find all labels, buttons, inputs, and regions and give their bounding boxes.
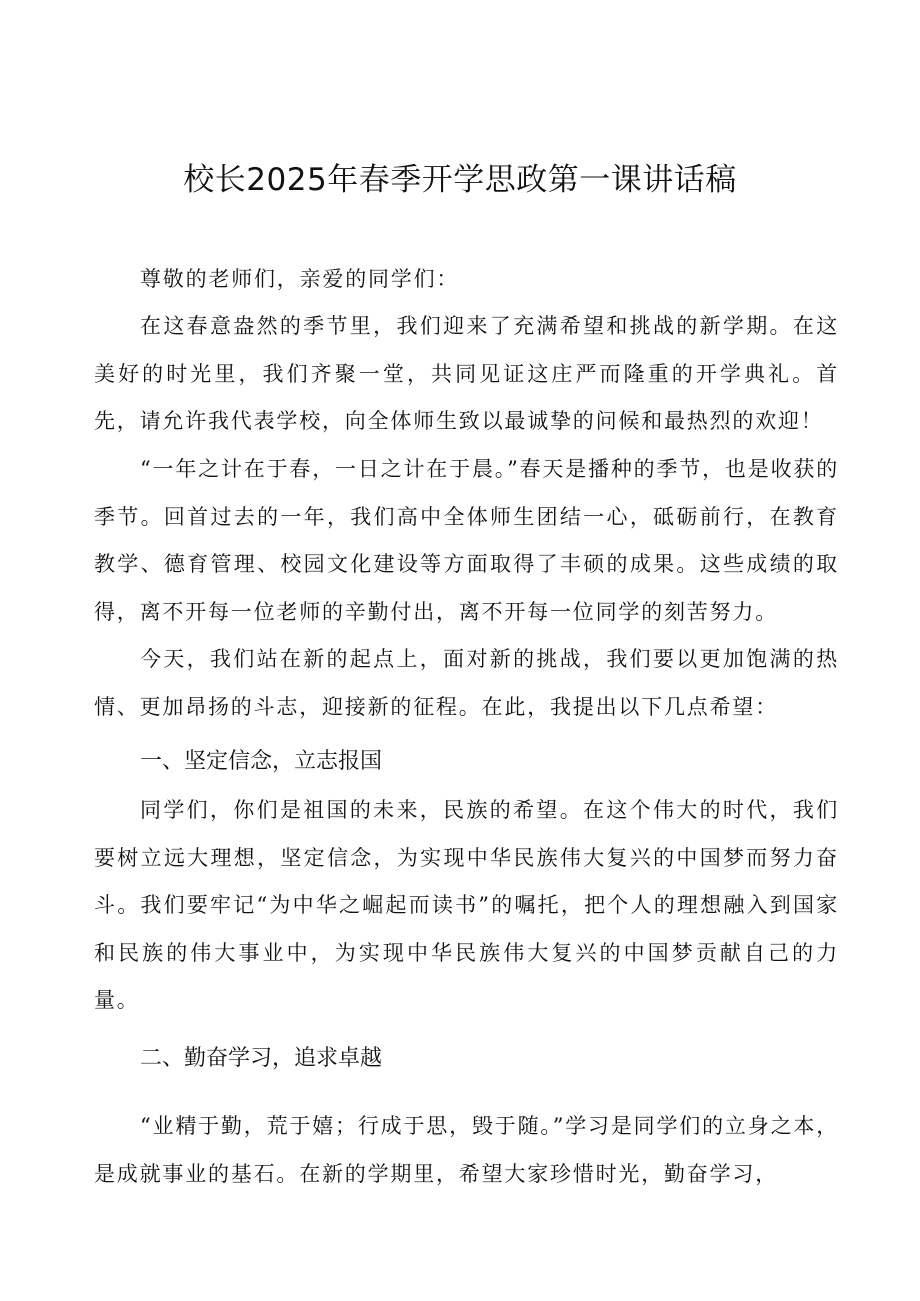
- section-body-belief: 同学们，你们是祖国的未来，民族的希望。在这个伟大的时代，我们要树立远大理想，坚定信念，为实现中华民族伟大复兴的中国梦而努力奋斗。我们要牢记“为中华之崛起而读书”的嘱托，把个人的理想融入到国家和民族的伟大事业中，为实现中华民族伟大复兴的中国梦贡献自己的力量。: [94, 798, 839, 1012]
- section-heading-study: 二、勤奋学习，追求卓越: [140, 1046, 383, 1071]
- document-title: 校长2025年春季开学思政第一课讲话稿: [183, 162, 737, 198]
- section-body-study: “业精于勤，荒于嬉；行成于思，毁于随。”学习是同学们的立身之本，是成就事业的基石。在新的学期里，希望大家珍惜时光，勤奋学习，: [94, 1114, 839, 1186]
- paragraph-opening: 在这春意盎然的季节里，我们迎来了充满希望和挑战的新学期。在这美好的时光里，我们齐聚一堂，共同见证这庄严而隆重的开学典礼。首先，请允许我代表学校，向全体师生致以最诚挚的问候和最热烈的欢迎！: [94, 314, 839, 433]
- salutation: 尊敬的老师们，亲爱的同学们：: [140, 267, 460, 291]
- paragraph-new-start: 今天，我们站在新的起点上，面对新的挑战，我们要以更加饱满的热情、更加昂扬的斗志，迎接新的征程。在此，我提出以下几点希望：: [94, 647, 839, 719]
- section-heading-belief: 一、坚定信念，立志报国: [140, 749, 383, 774]
- paragraph-spring-quote: “一年之计在于春，一日之计在于晨。”春天是播种的季节，也是收获的季节。回首过去的一年，我们高中全体师生团结一心，砥砺前行，在教育教学、德育管理、校园文化建设等方面取得了丰硕的成果。这些成绩的取得，离不开每一位老师的辛勤付出，离不开每一位同学的刻苦努力。: [94, 457, 839, 624]
